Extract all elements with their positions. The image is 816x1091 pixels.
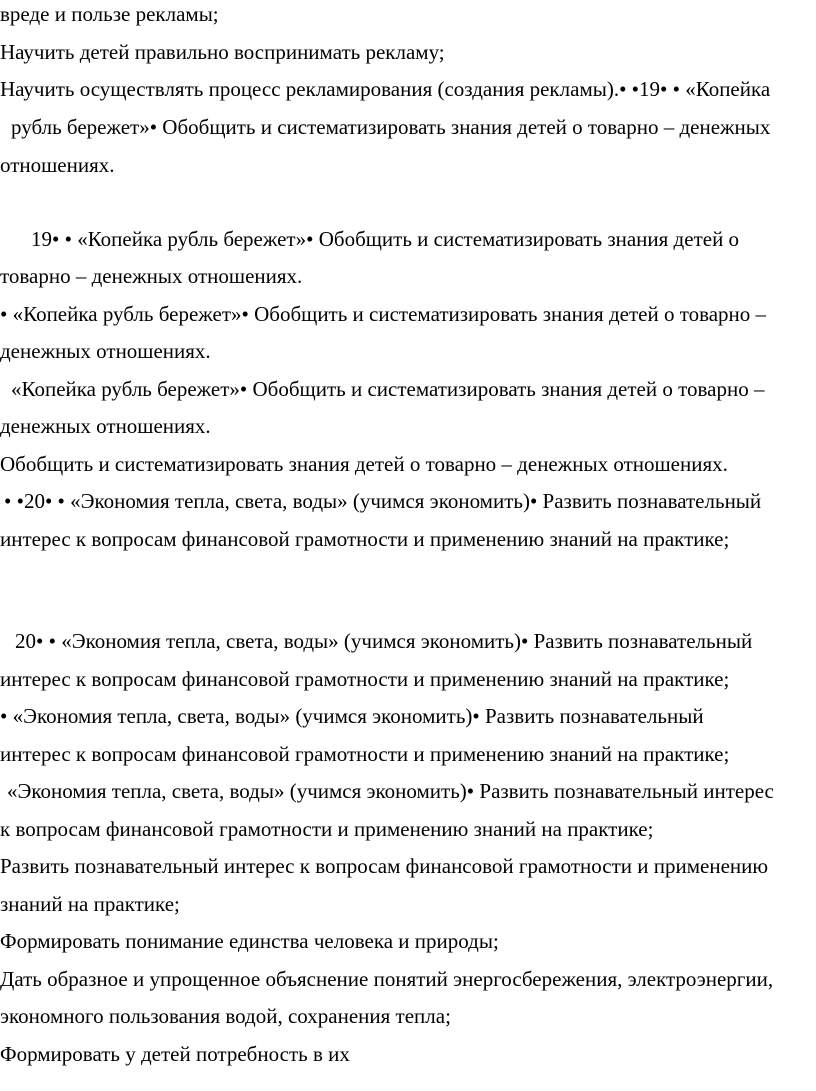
text-line: • «Копейка рубль бережет»• Обобщить и систематизировать знания детей о товарно – [0, 302, 767, 326]
text-line: Развить познавательный интерес к вопросам финансовой грамотности и применению [0, 854, 769, 878]
text-line: 20• • «Экономия тепла, света, воды» (учимся экономить)• Развить познавательный [15, 629, 753, 653]
text-line: «Копейка рубль бережет»• Обобщить и систематизировать знания детей о товарно – [11, 377, 765, 401]
text-line: к вопросам финансовой грамотности и применению знаний на практике; [0, 817, 654, 841]
text-line: Дать образное и упрощенное объяснение понятий энергосбережения, электроэнергии, [0, 967, 774, 991]
text-line: Научить детей правильно воспринимать рекламу; [0, 40, 445, 64]
text-line: денежных отношениях. [0, 339, 211, 363]
text-line: 19• • «Копейка рубль бережет»• Обобщить и систематизировать знания детей о [31, 227, 740, 251]
text-line: Научить осуществлять процесс рекламирования (создания рекламы).• •19• • «Копейка [0, 77, 771, 101]
text-line: отношениях. [0, 153, 115, 177]
text-line: экономного пользования водой, сохранения тепла; [0, 1004, 451, 1028]
text-line: денежных отношениях. [0, 414, 211, 438]
text-line: интерес к вопросам финансовой грамотности и применению знаний на практике; [0, 667, 730, 691]
text-line: рубль бережет»• Обобщить и систематизировать знания детей о товарно – денежных [11, 115, 771, 139]
text-line: интерес к вопросам финансовой грамотности и применению знаний на практике; [0, 742, 730, 766]
text-line: интерес к вопросам финансовой грамотности и применению знаний на практике; [0, 527, 730, 551]
text-line: • •20• • «Экономия тепла, света, воды» (учимся экономить)• Развить познавательный [4, 489, 762, 513]
text-line: знаний на практике; [0, 892, 180, 916]
text-line: Обобщить и систематизировать знания детей о товарно – денежных отношениях. [0, 452, 728, 476]
text-line: «Экономия тепла, света, воды» (учимся экономить)• Развить познавательный интерес [7, 779, 774, 803]
text-line: Формировать понимание единства человека и природы; [0, 929, 499, 953]
text-line: • «Экономия тепла, света, воды» (учимся экономить)• Развить познавательный [0, 704, 704, 728]
text-line: товарно – денежных отношениях. [0, 264, 303, 288]
text-line: Формировать у детей потребность в их [0, 1042, 350, 1066]
text-line: вреде и пользе рекламы; [0, 2, 219, 26]
